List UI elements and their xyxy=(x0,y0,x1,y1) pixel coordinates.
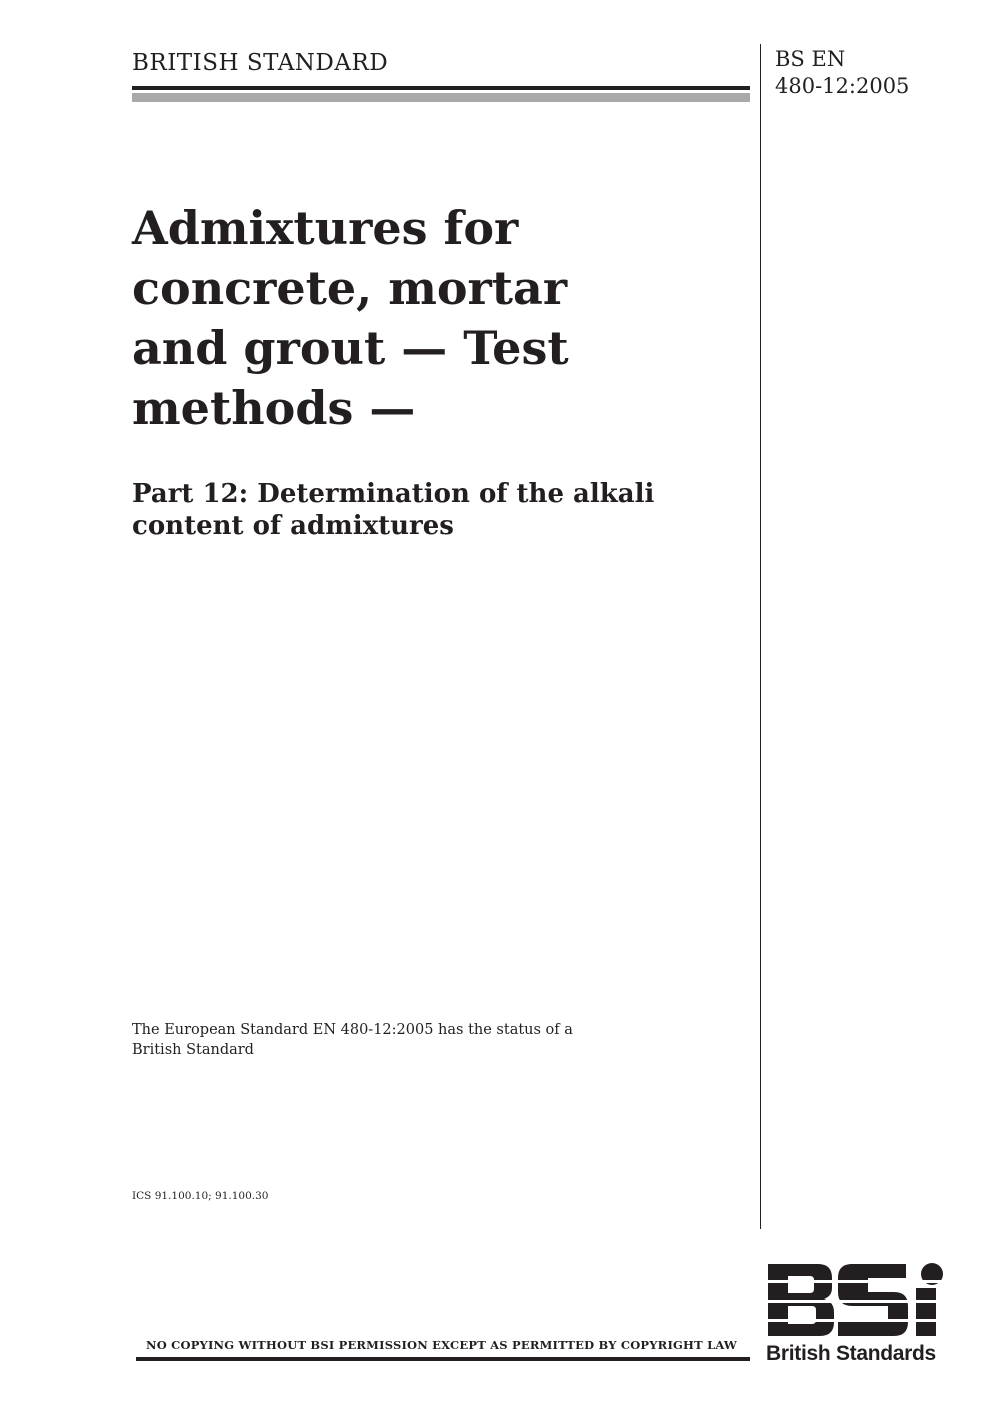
title-line: Admixtures for xyxy=(132,201,519,255)
title-line: methods — xyxy=(132,381,416,435)
document-title xyxy=(132,198,752,438)
standard-number-line-2: 480-12:2005 xyxy=(775,74,910,98)
ics-codes: ICS 91.100.10; 91.100.30 xyxy=(132,1190,269,1202)
title-line: and grout — Test xyxy=(132,321,569,375)
standard-number xyxy=(775,46,909,100)
standard-number-line-1: BS EN xyxy=(775,47,846,71)
bsi-logo xyxy=(766,1262,946,1338)
header-rule-grey xyxy=(132,93,750,102)
subtitle-line: Part 12: Determination of the alkali xyxy=(132,479,655,509)
status-note-line: British Standard xyxy=(132,1042,254,1058)
status-note xyxy=(132,1020,573,1060)
subtitle-line: content of admixtures xyxy=(132,511,454,541)
margin-vertical-rule xyxy=(760,44,761,1229)
document-series-label: BRITISH STANDARD xyxy=(132,50,389,76)
bsi-logo-subtext: British Standards xyxy=(766,1342,936,1365)
status-note-line: The European Standard EN 480-12:2005 has the status of a xyxy=(132,1022,573,1038)
header-rule-black xyxy=(132,86,750,90)
copyright-notice: NO COPYING WITHOUT BSI PERMISSION EXCEPT AS PERMITTED BY COPYRIGHT LAW xyxy=(146,1338,738,1352)
bsi-logo-mark xyxy=(768,1263,943,1336)
footer-rule xyxy=(136,1357,750,1361)
title-line: concrete, mortar xyxy=(132,261,568,315)
document-subtitle xyxy=(132,478,752,542)
